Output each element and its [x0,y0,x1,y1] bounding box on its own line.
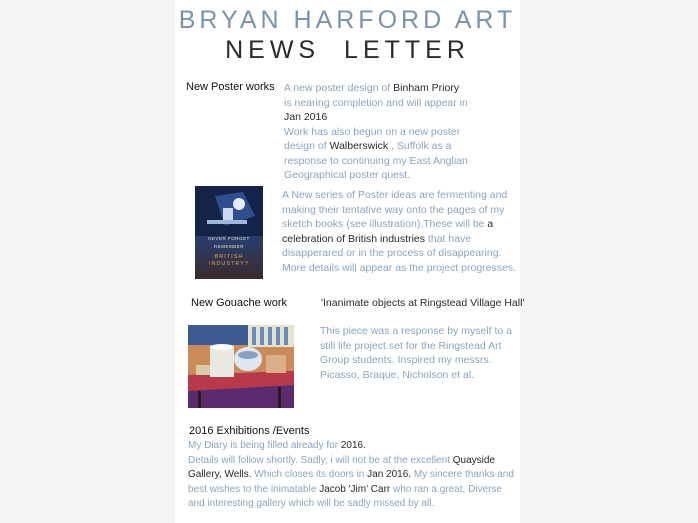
text: Work has also begun on a new poster [284,125,461,138]
text: sketch books (see illustration).These will be [282,218,488,230]
gouache-title: 'Inanimate objects at Ringstead Village Hall' [321,297,525,309]
exhibitions-text [188,439,520,512]
gouache-text [320,324,515,382]
text: Quayside [452,454,495,466]
text: a [487,218,494,230]
text: making their tentative way onto the pages of my [282,203,505,216]
text: disapperared or in the process of disappearing. [282,247,502,259]
text: response to continuing my East Anglian [284,154,468,167]
poster-works-text [284,81,514,183]
text: Details will follow shortly. Sadly, i will not be at the excellent [188,454,453,466]
still-life-art-icon [188,325,294,408]
text: My Diary is being filled already for [188,440,341,451]
text: Jan 2016. [367,469,412,480]
text: A New series of Poster ideas are fermenting and [282,189,508,201]
poster-line-1: NEVER FORGET [208,236,250,241]
poster-series-text [282,188,518,275]
exhibitions-heading: 2016 Exhibitions /Events [189,425,310,437]
text: Geographical poster quest. [284,169,411,181]
text: INDUSTRY? [208,261,250,267]
newsletter-page [175,0,525,523]
text: design of [284,140,330,152]
text: Jan 2016 [284,111,328,123]
text: Binham Priory [393,82,460,94]
gouache-still-life-image [188,325,294,408]
text: Picasso, Braque, Nicholson et al. [320,368,475,381]
text: that have [425,232,472,245]
text: BRITISH [214,254,244,260]
gouache-heading: New Gouache work [191,297,287,309]
text: best wishes to the inimatable [188,483,320,495]
poster-works-heading: New Poster works [186,81,275,93]
poster-art-icon [195,186,263,236]
text: Group students. Inspired my messrs. [320,354,492,366]
text: who ran a great, Diverse [390,483,502,495]
text: celebration of British industries [282,232,425,245]
british-industry-poster-image [195,186,263,279]
text: , Suffolk as a [388,140,452,152]
text: and interesting gallery which will be sadly missed by all. [188,498,435,509]
text: still life project set for the Ringstead Art [320,339,502,352]
text: is nearing completion and will appear in [284,96,468,109]
text: Which closes its doors in [251,469,368,480]
newsletter-title: NEWS LETTER [225,36,470,64]
brand-title: BRYAN HARFORD ART [178,6,517,34]
text: 2016. [340,440,366,451]
text: Walberswick [329,140,389,152]
text: More details will appear as the project progresses. [282,261,517,274]
text: A new poster design of [284,82,394,94]
text: My sincere thanks and [411,469,514,480]
text: This piece was a response by myself to a [320,325,513,337]
text: Gallery, Wells. [188,469,252,480]
poster-line-3 [195,254,263,268]
poster-line-2: REMEMBER [213,244,244,249]
text: Jacob 'Jim' Carr [319,483,391,495]
